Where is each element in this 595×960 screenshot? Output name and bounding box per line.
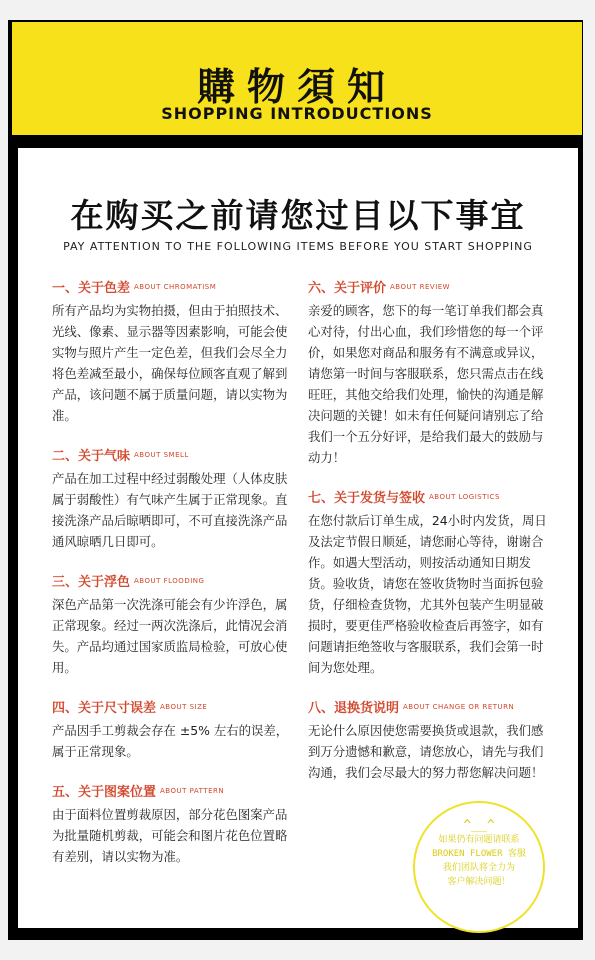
section-heading — [52, 276, 294, 298]
section-heading — [308, 696, 550, 718]
section-logistics — [308, 486, 550, 678]
section-body: 无论什么原因使您需要换货或退款，我们感到万分遗憾和歉意，请您放心，请先与我们沟通，我们会尽最大的努力帮您解决问题！ — [308, 723, 544, 780]
right-column — [308, 276, 550, 801]
section-return — [308, 696, 550, 783]
badge-line: BROKEN FLOWER 客服 — [432, 849, 526, 859]
section-title: 一、关于色差 — [52, 281, 131, 296]
section-title: 五、关于图案位置 — [52, 785, 157, 800]
section-title-en: ABOUT CHROMATISM — [134, 283, 217, 291]
section-body: 所有产品均为实物拍摄，但由于拍照技术、光线、像素、显示器等因素影响，可能会使实物与照片产生一定色差，但我们会尽全力将色差减至最小，确保每位顾客直观了解到产品，该问题不属于质量问题，请以实物为准。 — [52, 303, 288, 423]
section-body: 亲爱的顾客，您下的每一笔订单我们都会真心对待，付出心血，我们珍惜您的每一个评价，如果您对商品和服务有不满意或异议，请您第一时间与客服联系，您只需点击在线旺旺，其他交给我们处理，愉快的沟通是解决问题的关键！如未有任何疑问请别忘了给我们一个五分好评，是给我们最大的鼓励与动力！ — [308, 303, 544, 465]
section-body: 产品因手工剪裁会存在 ±5% 左右的误差，属于正常现象。 — [52, 723, 289, 759]
section-heading — [52, 780, 294, 802]
section-title-en: ABOUT REVIEW — [390, 283, 451, 291]
section-heading — [52, 444, 294, 466]
section-heading — [308, 486, 550, 508]
section-title-en: ABOUT PATTERN — [160, 787, 225, 795]
section-pattern — [52, 780, 294, 867]
page-subline: PAY ATTENTION TO THE FOLLOWING ITEMS BEFORE YOU START SHOPPING — [63, 240, 533, 253]
section-title-en: ABOUT SMELL — [134, 451, 189, 459]
left-column — [52, 276, 294, 885]
section-smell — [52, 444, 294, 552]
section-title: 三、关于浮色 — [52, 575, 131, 590]
header-banner — [12, 22, 582, 135]
section-chromatism — [52, 276, 294, 426]
section-review — [308, 276, 550, 468]
section-heading — [52, 570, 294, 592]
section-heading — [52, 696, 294, 718]
smiley-face-icon: ^__^ — [463, 818, 495, 833]
section-size — [52, 696, 294, 762]
section-title: 四、关于尺寸误差 — [52, 701, 157, 716]
section-body: 由于面料位置剪裁原因，部分花色图案产品为批量随机剪裁，可能会和图片花色位置略有差别，请以实物为准。 — [52, 807, 288, 864]
section-title-en: ABOUT LOGISTICS — [429, 493, 500, 501]
section-title-en: ABOUT CHANGE OR RETURN — [403, 703, 515, 711]
badge-line: 如果仍有问题请联系 — [438, 835, 520, 845]
section-heading — [308, 276, 550, 298]
section-title: 七、关于发货与签收 — [308, 491, 426, 506]
section-title-en: ABOUT SIZE — [160, 703, 208, 711]
page-curl-corner — [8, 926, 22, 940]
section-body: 在您付款后订单生成，24小时内发货，周日及法定节假日顺延，请您耐心等待，谢谢合作。如遇大型活动，则按活动通知日期发货。验收货，请您在签收货物时当面拆包验货，仔细检查货物，尤其外包装产生明显破损时，要更佳严格验收检查后再签字，如有问题请拒绝签收与客服联系，我们会第一时间为您处理。 — [308, 513, 547, 675]
badge-line: 客户解决问题！ — [447, 877, 511, 887]
badge-line: 我们团队将全力为 — [442, 863, 515, 873]
section-body: 深色产品第一次洗涤可能会有少许浮色，属正常现象。经过一两次洗涤后，此情况会消失。产品均通过国家质监局检验，可放心使用。 — [52, 597, 288, 675]
section-title-en: ABOUT FLOODING — [134, 577, 205, 585]
header-title: 購物須知 — [196, 65, 397, 109]
header-subtitle: SHOPPING INTRODUCTIONS — [161, 104, 433, 123]
contact-badge — [413, 801, 545, 933]
section-title: 六、关于评价 — [308, 281, 387, 296]
section-title: 二、关于气味 — [52, 449, 131, 464]
section-title: 八、退换货说明 — [308, 701, 400, 716]
section-flooding — [52, 570, 294, 678]
section-body: 产品在加工过程中经过弱酸处理（人体皮肤属于弱酸性）有气味产生属于正常现象。直接洗涤产品后晾晒即可，不可直接洗涤产品通风晾晒几日即可。 — [52, 471, 288, 549]
page-headline: 在购买之前请您过目以下事宜 — [70, 196, 526, 235]
